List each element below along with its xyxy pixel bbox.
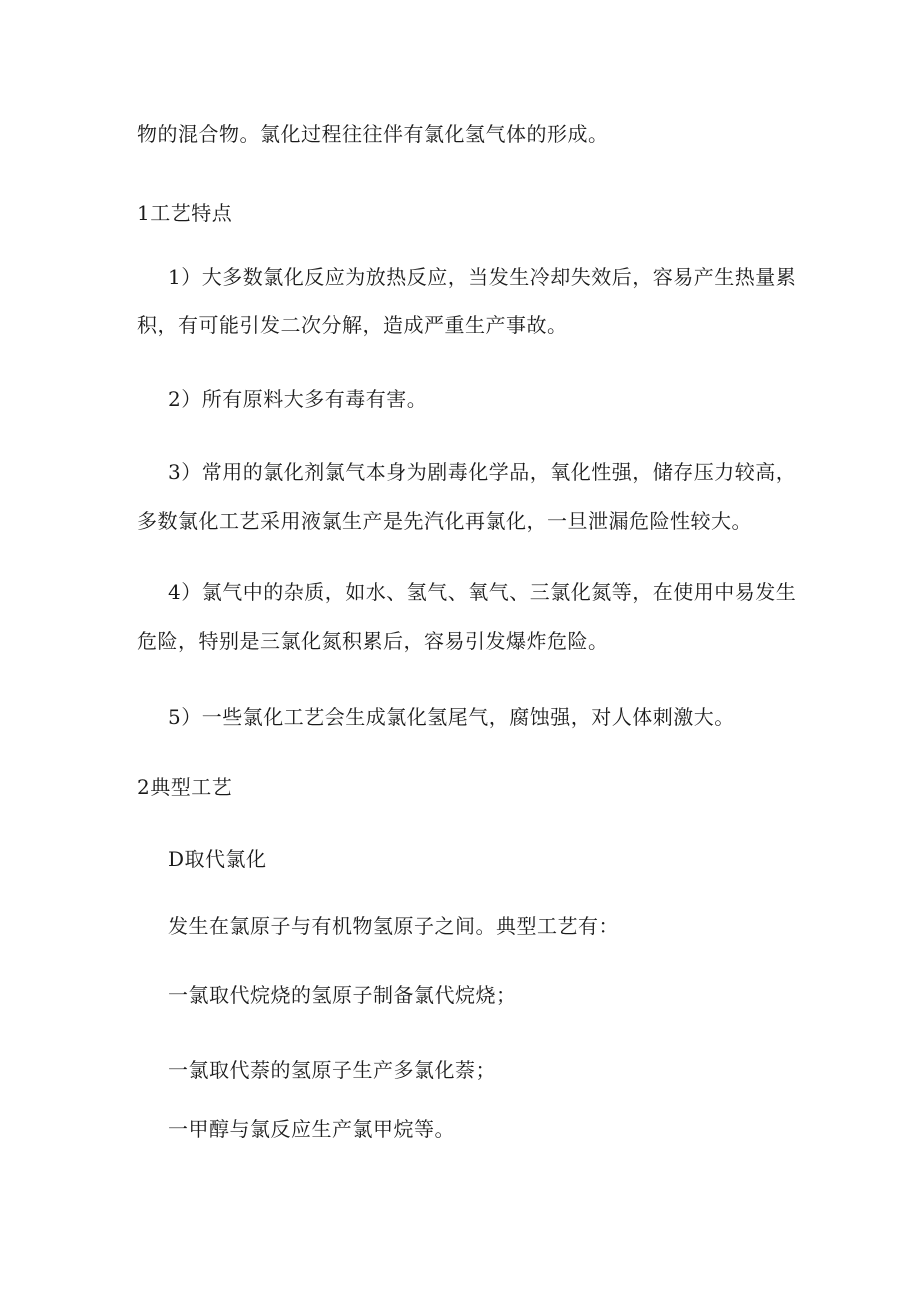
process-item-2: 一氯取代萘的氢原子生产多氯化萘； bbox=[168, 1058, 496, 1082]
paragraph-continuation: 物的混合物。氯化过程往往伴有氯化氢气体的形成。 bbox=[137, 122, 609, 146]
section-heading-typical-processes: 2典型工艺 bbox=[137, 775, 233, 799]
section-heading-process-features: 1工艺特点 bbox=[137, 201, 233, 225]
paragraph-intro: 发生在氯原子与有机物氢原子之间。典型工艺有： bbox=[168, 914, 619, 938]
process-item-3: 一甲醇与氯反应生产氯甲烷等。 bbox=[168, 1117, 455, 1141]
list-item-5: 5）一些氯化工艺会生成氯化氢尾气，腐蚀强，对人体刺激大。 bbox=[168, 705, 735, 729]
list-item-4-line-2: 危险，特别是三氯化氮积累后，容易引发爆炸危险。 bbox=[137, 629, 609, 653]
list-item-3-line-1: 3）常用的氯化剂氯气本身为剧毒化学品，氧化性强，储存压力较高， bbox=[168, 460, 797, 484]
list-item-4-line-1: 4）氯气中的杂质，如水、氢气、氧气、三氯化氮等，在使用中易发生 bbox=[168, 580, 797, 604]
process-item-1: 一氯取代烷烧的氢原子制备氯代烷烧； bbox=[168, 983, 517, 1007]
list-item-1-line-1: 1）大多数氯化反应为放热反应，当发生冷却失效后，容易产生热量累 bbox=[168, 265, 797, 289]
subsection-heading-substitution-chlorination: D取代氯化 bbox=[168, 847, 267, 871]
list-item-1-line-2: 积，有可能引发二次分解，造成严重生产事故。 bbox=[137, 313, 568, 337]
list-item-3-line-2: 多数氯化工艺采用液氯生产是先汽化再氯化，一旦泄漏危险性较大。 bbox=[137, 509, 752, 533]
list-item-2: 2）所有原料大多有毒有害。 bbox=[168, 387, 428, 411]
